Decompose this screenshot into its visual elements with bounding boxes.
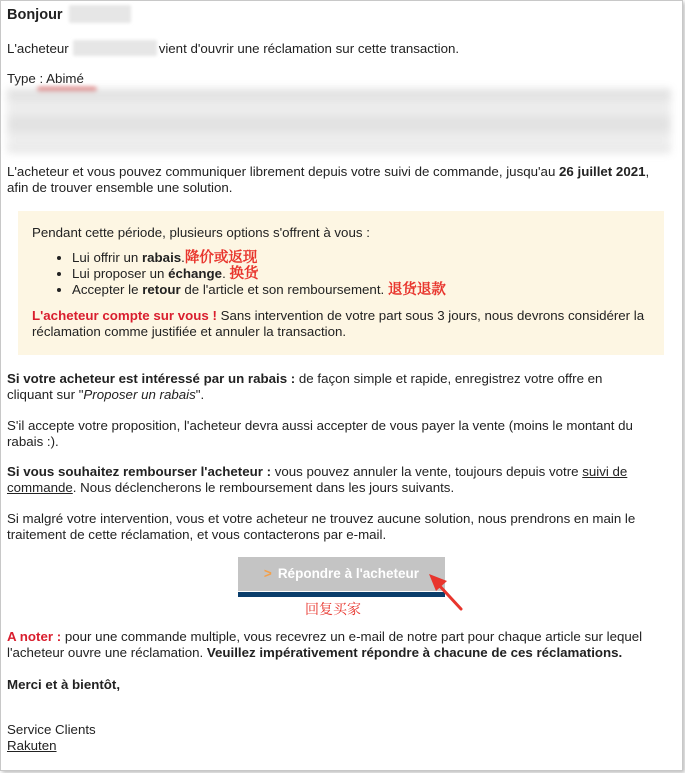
option-item-echange: • Lui proposer un échange. 换货	[72, 266, 650, 282]
annotation-retour: 退货退款	[387, 282, 446, 298]
closing: Merci et à bientôt,	[7, 677, 121, 692]
accept-paragraph: S'il accepte votre proposition, l'acheteur devra aussi accepter de vous payer la vente (moins le montant du rabais :).	[7, 418, 633, 449]
malgre-paragraph: Si malgré votre intervention, vous et votre acheteur ne trouvez aucune solution, nous prendrons en main le traitement de cette réclamation, et vous contacterons par e-mail.	[7, 511, 636, 542]
greeting-line	[7, 7, 131, 23]
greeting: Bonjour	[7, 7, 63, 23]
reply-button[interactable]: > Répondre à l'acheteur	[238, 557, 445, 591]
chevron-right-icon: >	[263, 566, 272, 581]
warning-text: L'acheteur compte sur vous ! Sans intervention de votre part sous 3 jours, nous devrons considérer la réclamation comme justifiée et annuler la transaction.	[32, 308, 645, 339]
option-item-retour: • Accepter le retour de l'article et son remboursement. 退货退款	[72, 282, 650, 298]
opened-prefix: L'acheteur	[7, 41, 69, 56]
claim-opened-line	[7, 40, 459, 56]
rakuten-link[interactable]: Rakuten	[7, 738, 57, 753]
signature-team: Service Clients	[7, 722, 96, 737]
options-box	[18, 211, 664, 355]
annotation-echange: 换货	[229, 266, 259, 282]
opened-suffix: vient d'ouvrir une réclamation sur cette transaction.	[158, 41, 460, 56]
options-intro: Pendant cette période, plusieurs options s'offrent à vous :	[32, 225, 370, 240]
communicate-paragraph: L'acheteur et vous pouvez communiquer librement depuis votre suivi de commande, jusqu'au 26 juillet 2021, afin de trouver ensemble une solution.	[7, 164, 650, 195]
annotation-rabais: 降价或返现	[184, 250, 258, 266]
annotation-arrow-icon	[427, 571, 473, 617]
options-list	[32, 250, 650, 298]
redacted-name	[69, 5, 131, 23]
claim-type: Type : Abimé	[7, 71, 84, 86]
redacted-buyer	[73, 40, 157, 56]
reply-button-wrap	[238, 557, 445, 597]
deadline-date: 26 juillet 2021	[559, 164, 646, 179]
reply-annotation: 回复买家	[305, 602, 361, 618]
rabais-paragraph: Si votre acheteur est intéressé par un rabais : de façon simple et rapide, enregistrez votre offre en cliquant sur "Proposer un rabais".	[7, 371, 603, 402]
refund-paragraph: Si vous souhaitez rembourser l'acheteur : vous pouvez annuler la vente, toujours depuis votre suivi de commande. Nous déclencherons le remboursement dans les jours suivants.	[7, 464, 628, 495]
redacted-block	[7, 89, 671, 153]
option-item-rabais: • Lui offrir un rabais.降价或返现	[72, 250, 650, 266]
signature-company	[7, 738, 647, 754]
note-paragraph: A noter : pour une commande multiple, vous recevrez un e-mail de notre part pour chaque article sur lequel l'acheteur ouvre une réclamation. Veuillez impérativement répondre à chacune de ces réclamations.	[7, 629, 643, 660]
reply-button-bar	[238, 592, 445, 597]
order-tracking-link[interactable]: suivi de commande	[7, 464, 628, 495]
